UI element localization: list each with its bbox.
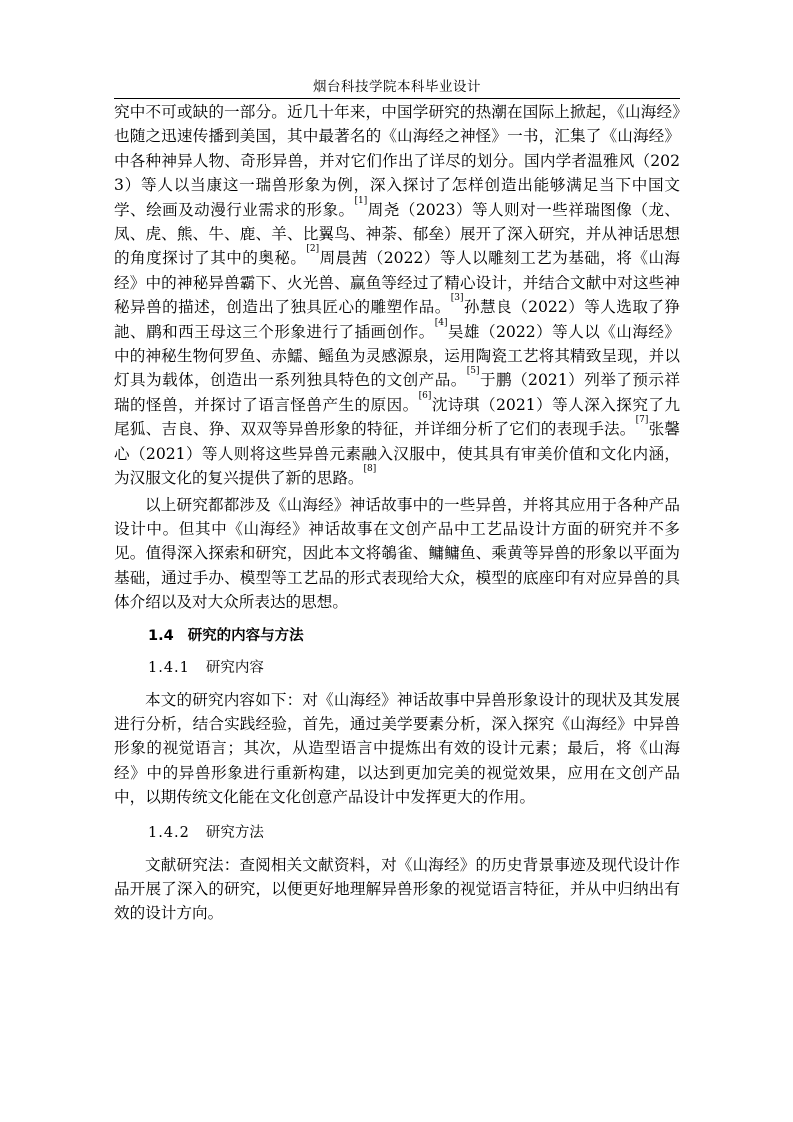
body-text [114,100,680,926]
sentence: 张馨心（2021）等人则将这些异兽元素融入汉服中，使其具有审美价值和文化内涵，为汉服文化的复兴提供了新的思路。 [114,420,680,488]
section-heading-1-4 [114,624,680,648]
sentence: 沈诗琪（2021）等人深入探究了九尾狐、吉良、狰、双双等异兽形象的特征，并详细分析了它们的表现手法。 [114,395,680,439]
sentence: 究中不可或缺的一部分。近几十年来，中国学研究的热潮在国际上掀起，《山海经》也随之迅速传播到美国，其中最著名的《山海经之神怪》一书，汇集了《山海经》中各种神异人物、奇形异兽，并对它们作出了详尽的划分。国内学者温雅风（2023）等人以当康这一瑞兽形象为例，深入探讨了怎样创造出能够满足当下中国文学、绘画及动漫行业需求的形象。 [114,103,680,219]
section-number: 1.4.2 [148,824,190,841]
section-title: 研究的内容与方法 [187,627,304,644]
citation-4: [4] [434,317,448,328]
sentence: 周尧（2023）等人则对一些祥瑞图像（龙、凤、虎、熊、牛、鹿、羊、比翼鸟、神荼、郁垒）展开了深入研究，并从神话思想的角度探讨了其中的奥秘。 [114,200,680,268]
page-header: 烟台科技学院本科毕业设计 [313,79,481,95]
section-title: 研究内容 [205,659,264,676]
citation-2: [2] [306,244,320,255]
citation-8: [8] [363,464,377,475]
section-title: 研究方法 [205,824,264,841]
sentence: 周晨茜（2022）等人以雕刻工艺为基础，将《山海经》中的神秘异兽霸下、火光兽、赢鱼等经过了精心设计，并结合文献中对这些神秘异兽的描述，创造出了独具匠心的雕塑作品。 [114,249,680,317]
paragraph-research-content: 本文的研究内容如下：对《山海经》神话故事中异兽形象设计的现状及其发展进行分析，结合实践经验，首先，通过美学要素分析，深入探究《山海经》中异兽形象的视觉语言；其次，从造型语言中提炼出有效的设计元素；最后，将《山海经》中的异兽形象进行重新构建，以达到更加完美的视觉效果，应用在文创产品中，以期传统文化能在文化创意产品设计中发挥更大的作用。 [114,690,680,807]
citation-7: [7] [635,415,649,426]
paragraph-research-method: 文献研究法：查阅相关文献资料，对《山海经》的历史背景事迹及现代设计作品开展了深入的研究，以便更好地理解异兽形象的视觉语言特征，并从中归纳出有效的设计方向。 [114,855,680,923]
section-number: 1.4 [148,627,174,644]
citation-1: [1] [354,195,368,206]
sentence: 于鹏（2021）列举了预示祥瑞的怪兽，并探讨了语言怪兽产生的原因。 [114,371,680,414]
sentence: 吴雄（2022）等人以《山海经》中的神秘生物何罗鱼、赤鱬、鳐鱼为灵感源泉，运用陶瓷工艺将其精致呈现，并以灯具为载体，创造出一系列独具特色的文创产品。 [114,322,680,390]
citation-6: [6] [418,390,432,401]
paragraph-literature-review [114,100,680,491]
paragraph-summary: 以上研究都都涉及《山海经》神话故事中的一些异兽，并将其应用于各种产品设计中。但其中《山海经》神话故事在文创产品中工艺品设计方面的研究并不多见。值得深入探索和研究，因此本文将鵸雀、鳙鳙鱼、乘黄等异兽的形象以平面为基础，通过手办、模型等工艺品的形式表现给大众，模型的底座印有对应异兽的具体介绍以及对大众所表达的思想。 [114,495,680,612]
header-rule [114,98,680,99]
section-number: 1.4.1 [148,659,190,676]
section-heading-1-4-1 [114,656,680,680]
citation-5: [5] [466,366,480,377]
citation-3: [3] [450,293,464,304]
section-heading-1-4-2 [114,821,680,845]
sentence: 孙慧良（2022）等人选取了狰訑、鹛和西王母这三个形象进行了插画创作。 [114,298,680,341]
